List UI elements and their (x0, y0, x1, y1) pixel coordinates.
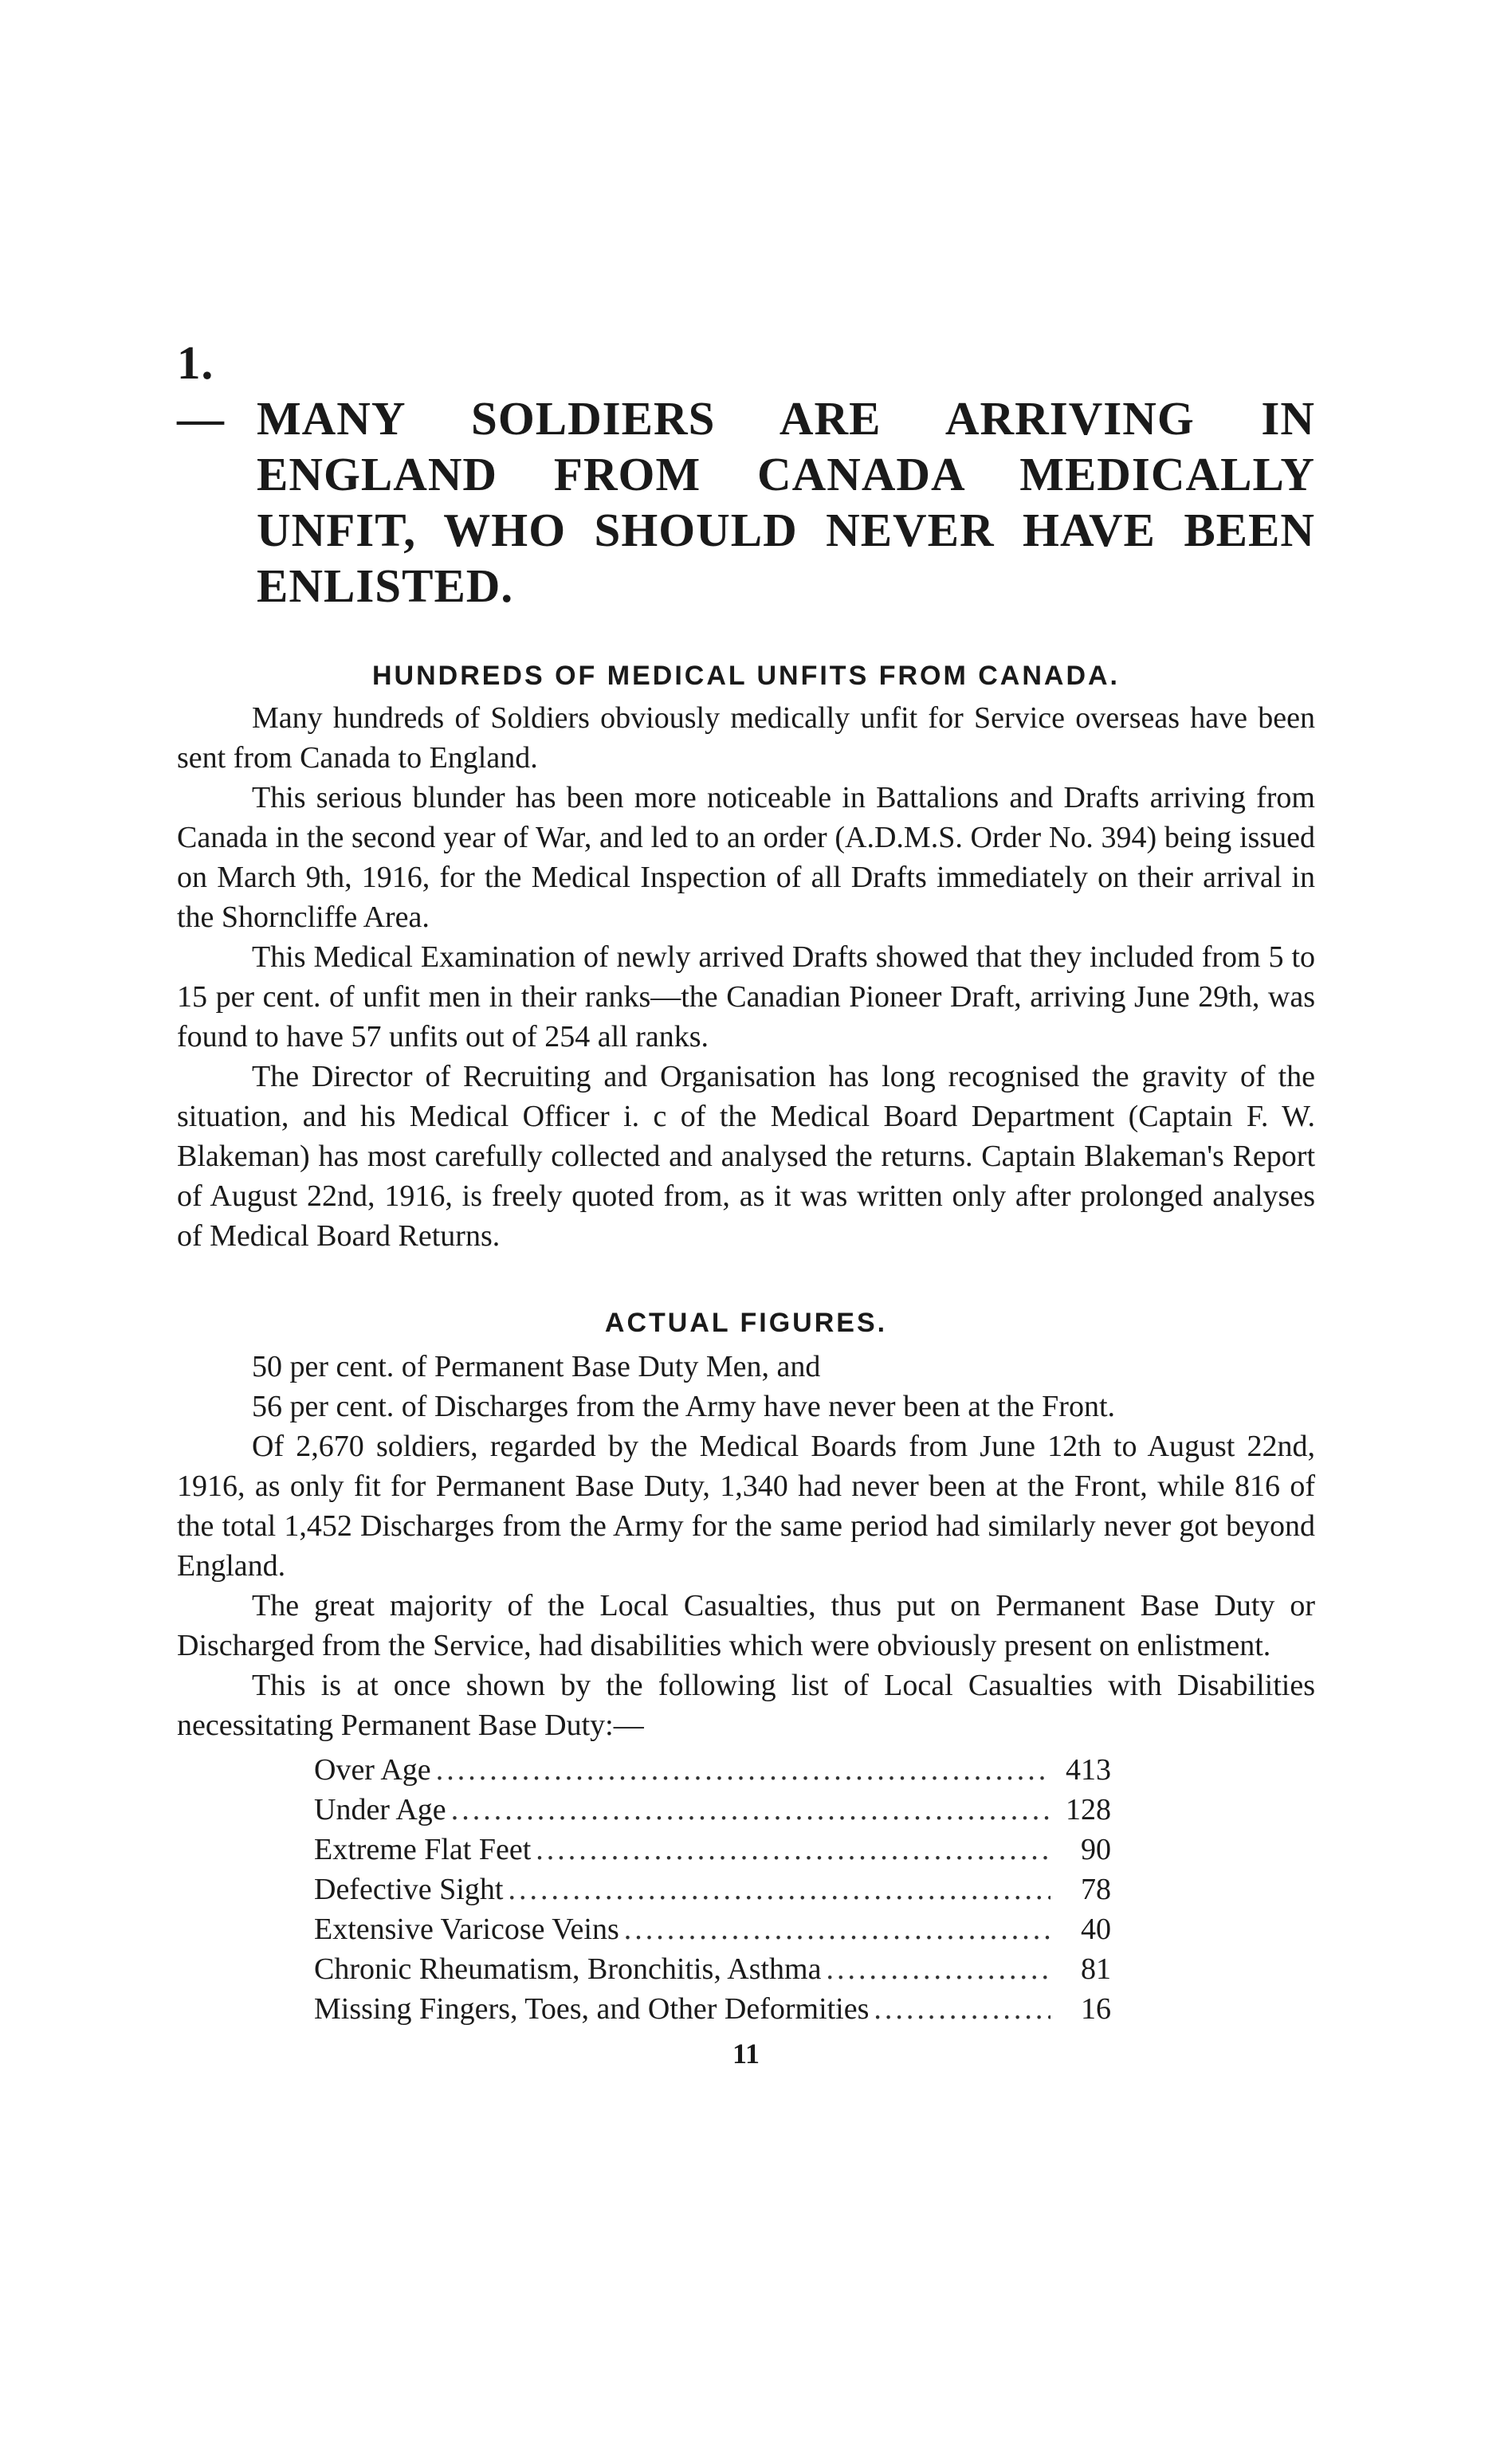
disability-count: 90 (1081, 1833, 1111, 1866)
disability-label: Under Age (314, 1793, 446, 1826)
body-paragraph: The Director of Recruiting and Organisation has long recognised the gravity of the situation, and his Medical Officer i. c of the Medical Board Department (Captain F. W. Blakeman) has most carefully collected and analysed the returns. Captain Blakeman's Report of August 22nd, 1916, is freely quoted from, as it was written only after prolonged analyses of Medical Board Returns. (177, 1060, 1315, 1253)
body-paragraph: This is at once shown by the following list of Local Casualties with Disabilities necessitating Permanent Base Duty:— (177, 1669, 1315, 1742)
dot-leader (436, 1750, 1050, 1790)
list-item (314, 1989, 1111, 2029)
disabilities-list (314, 1750, 1111, 2029)
list-item (314, 1949, 1111, 1989)
heading-number: 1.— (177, 336, 225, 445)
body-paragraph: This Medical Examination of newly arrived Drafts showed that they included from 5 to 15 per cent. of unfit men in their ranks—the Canadian Pioneer Draft, arriving June 29th, was found to have 57 unfits out of 254 all ranks. (177, 940, 1315, 1053)
body-paragraph: 50 per cent. of Permanent Base Duty Men, and (252, 1350, 821, 1383)
heading-text: MANY SOLDIERS ARE ARRIVING IN ENGLAND FROM CANADA MEDICALLY UNFIT, WHO SHOULD NEVER HAVE BEEN ENLISTED. (257, 392, 1315, 612)
disability-count: 78 (1081, 1873, 1111, 1906)
body-paragraph: 56 per cent. of Discharges from the Army have never been at the Front. (252, 1390, 1115, 1423)
dot-leader (874, 1989, 1050, 2029)
section-subheading-hundreds: HUNDREDS OF MEDICAL UNFITS FROM CANADA. (371, 661, 1120, 691)
page-number: 11 (732, 2038, 760, 2070)
disability-count: 16 (1081, 1992, 1111, 2026)
disability-label: Chronic Rheumatism, Bronchitis, Asthma (314, 1952, 822, 1986)
body-paragraph: The great majority of the Local Casualties, thus put on Permanent Base Duty or Discharged from the Service, had disabilities which were obviously present on enlistment. (177, 1589, 1315, 1662)
list-item (314, 1830, 1111, 1870)
dot-leader (451, 1790, 1050, 1830)
chapter-heading (177, 335, 1315, 614)
disability-label: Extreme Flat Feet (314, 1833, 532, 1866)
dot-leader (536, 1830, 1050, 1870)
list-item (314, 1750, 1111, 1790)
body-paragraph: This serious blunder has been more noticeable in Battalions and Drafts arriving from Canada in the second year of War, and led to an order (A.D.M.S. Order No. 394) being issued on March 9th, 1916, for the Medical Inspection of all Drafts immediately on their arrival in the Shorncliffe Area. (177, 781, 1315, 934)
disability-count: 81 (1081, 1952, 1111, 1986)
dot-leader (624, 1909, 1050, 1949)
list-item (314, 1790, 1111, 1830)
disability-label: Over Age (314, 1753, 431, 1787)
list-item (314, 1870, 1111, 1909)
dot-leader (826, 1949, 1050, 1989)
disability-label: Defective Sight (314, 1873, 504, 1906)
disability-count: 413 (1066, 1753, 1111, 1787)
list-item (314, 1909, 1111, 1949)
disability-count: 128 (1066, 1793, 1111, 1826)
disability-count: 40 (1081, 1913, 1111, 1946)
document-page (177, 335, 1315, 2074)
disability-label: Extensive Varicose Veins (314, 1913, 619, 1946)
dot-leader (508, 1870, 1050, 1909)
section-subheading-actual-figures: ACTUAL FIGURES. (604, 1308, 888, 1338)
body-paragraph: Of 2,670 soldiers, regarded by the Medical Boards from June 12th to August 22nd, 1916, as only fit for Permanent Base Duty, 1,340 had never been at the Front, while 816 of the total 1,452 Discharges from the Army for the same period had similarly never got beyond England. (177, 1430, 1315, 1583)
body-paragraph: Many hundreds of Soldiers obviously medically unfit for Service overseas have been sent from Canada to England. (177, 701, 1315, 775)
disability-label: Missing Fingers, Toes, and Other Deformities (314, 1992, 870, 2026)
